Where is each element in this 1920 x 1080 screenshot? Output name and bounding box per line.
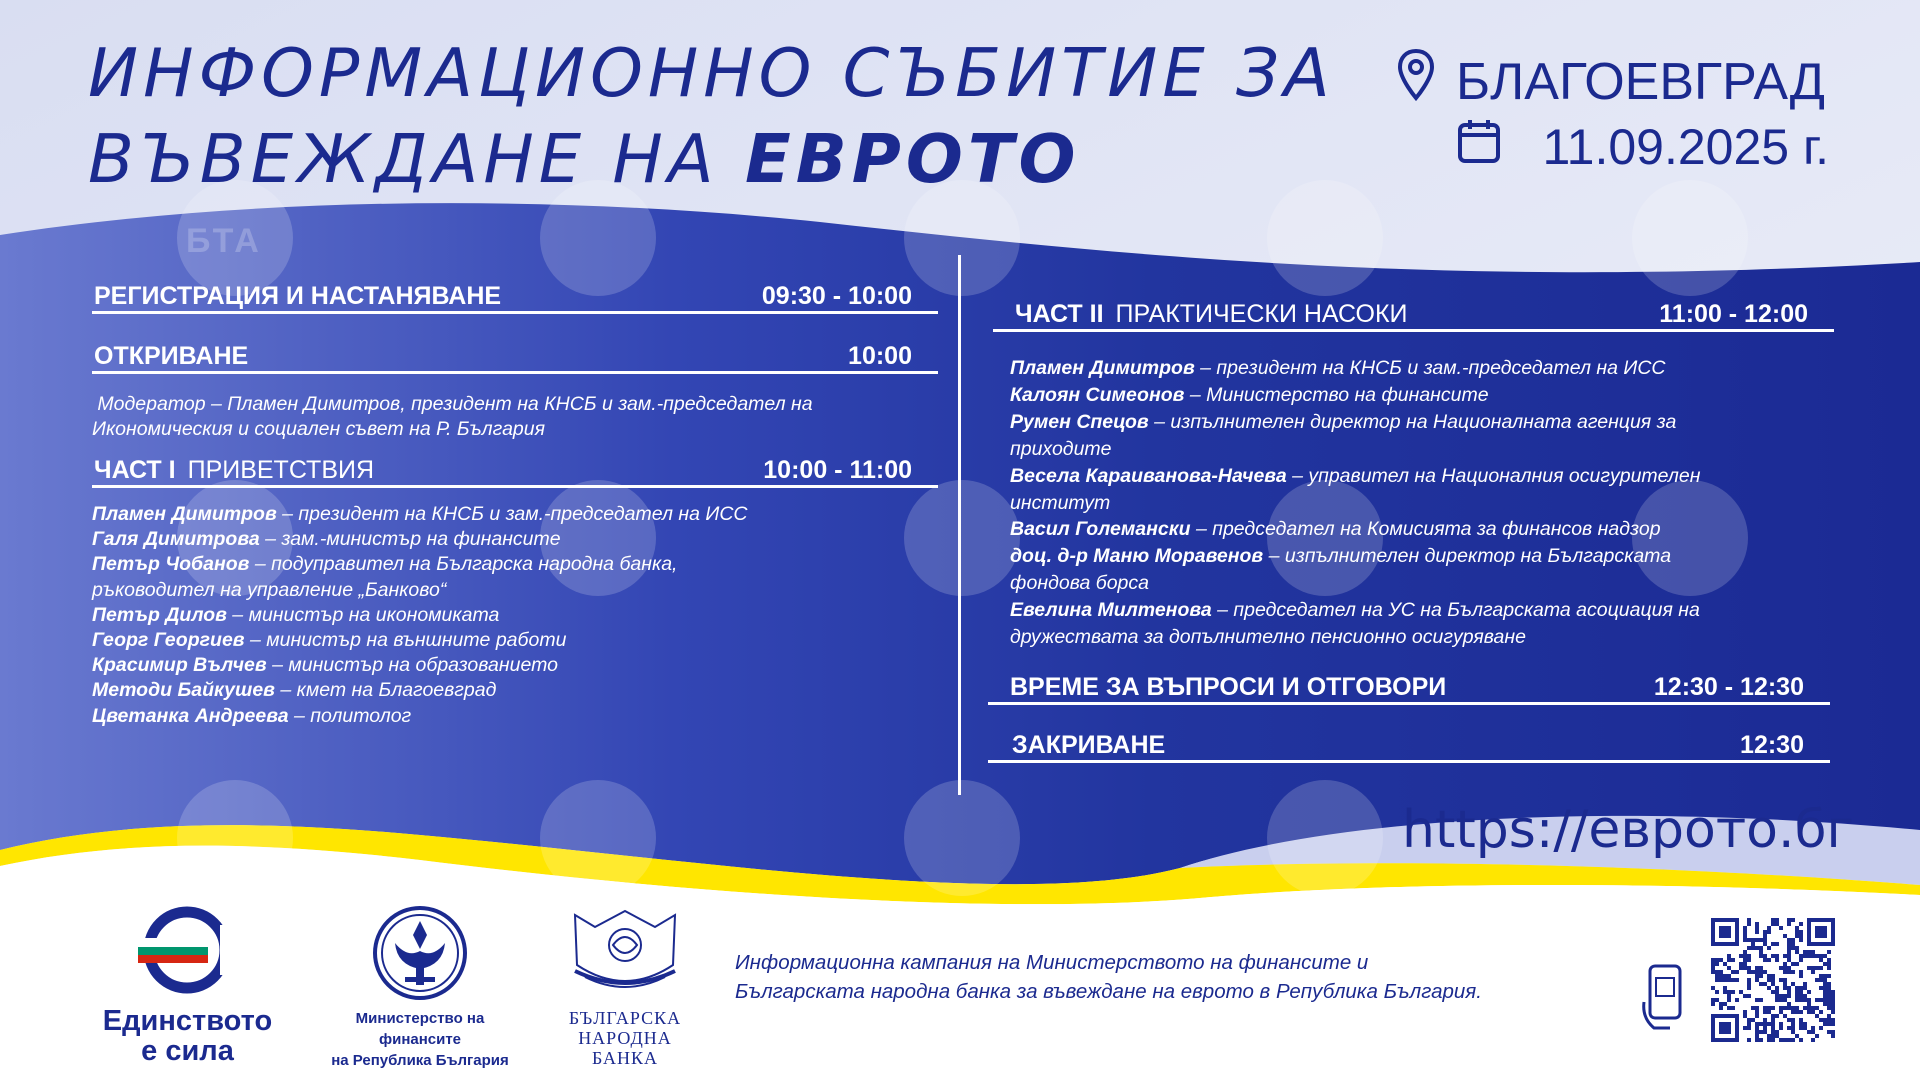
speaker-line — [1010, 463, 1840, 490]
phone-scan-icon — [1640, 962, 1694, 1037]
part1-label: ЧАСТ I — [94, 456, 176, 484]
speaker-name: Васил Големански — [1010, 518, 1191, 541]
speaker-line — [1010, 570, 1840, 597]
speaker-name: Красимир Вълчев — [92, 654, 267, 677]
speaker-role: – изпълнителен директор на Българската — [1263, 545, 1672, 568]
speaker-role: приходите — [1010, 437, 1112, 460]
part2-time: 11:00 - 12:00 — [1659, 300, 1808, 328]
speaker-name: Калоян Симеонов — [1010, 383, 1185, 406]
speaker-role: – министър на образованието — [266, 654, 558, 677]
logo3-line1: БЪЛГАРСКА — [568, 1008, 682, 1028]
speaker-name: Евелина Милтенова — [1010, 599, 1212, 622]
website-link[interactable]: https://еврото.бг — [1402, 800, 1854, 860]
logo3-line2: НАРОДНА БАНКА — [578, 1028, 672, 1068]
qa-label: ВРЕМЕ ЗА ВЪПРОСИ И ОТГОВОРИ — [1010, 673, 1447, 701]
logo1-line2: е сила — [141, 1035, 234, 1067]
watermark-label: БТА — [186, 222, 262, 260]
speaker-role: дружествата за допълнително пенсионно осигуряване — [1010, 626, 1526, 649]
speaker-line — [92, 527, 932, 552]
speaker-name: доц. д-р Маню Моравенов — [1010, 545, 1264, 568]
moderator-text — [92, 392, 813, 442]
qa-row — [988, 660, 1830, 705]
speaker-line — [1010, 624, 1840, 651]
logo1-line1: Единството — [102, 1005, 273, 1037]
speaker-role: – кмет на Благоевград — [274, 679, 497, 702]
opening-label: ОТКРИВАНЕ — [94, 342, 249, 370]
euro-logo-icon — [80, 905, 295, 1001]
speaker-role: – министър на външните работи — [244, 629, 567, 652]
speaker-role: – управител на Националния осигурителен — [1286, 464, 1701, 487]
registration-label: РЕГИСТРАЦИЯ И НАСТАНЯВАНЕ — [94, 282, 502, 310]
speaker-role: – президент на КНСБ и зам.-председател на ИСС — [1194, 357, 1666, 379]
speaker-role: институт — [1010, 491, 1111, 514]
speaker-role: – министър на икономиката — [226, 603, 500, 626]
speaker-name: Весела Караиванова-Начева — [1010, 464, 1287, 487]
location-text: БЛАГОЕВГРАД — [1456, 52, 1825, 111]
part1-row — [92, 446, 938, 488]
logo2-line2: на Република България — [331, 1052, 509, 1069]
map-pin-icon — [1396, 48, 1436, 115]
part2-sub: ПРАКТИЧЕСКИ НАСОКИ — [1115, 300, 1408, 328]
part1-time: 10:00 - 11:00 — [763, 456, 912, 484]
speaker-line — [1010, 355, 1840, 382]
speaker-line — [1010, 543, 1840, 570]
date-text: 11.09.2025 г. — [1542, 119, 1829, 175]
opening-time: 10:00 — [848, 342, 912, 370]
registration-time: 09:30 - 10:00 — [761, 282, 912, 310]
speaker-name: Методи Байкушев — [92, 679, 275, 702]
calendar-icon — [1457, 118, 1501, 176]
speaker-line — [1010, 382, 1840, 409]
campaign-line2: Българската народна банка за въвеждане на еврото в Република България. — [735, 980, 1482, 1003]
title-line2-prefix: ВЪВЕЖДАНЕ НА — [88, 120, 719, 198]
speaker-role: – президент на КНСБ и зам.-председател на ИСС — [276, 503, 748, 525]
speaker-name: Галя Димитрова — [92, 528, 260, 551]
speaker-line — [92, 678, 932, 703]
speaker-line — [1010, 516, 1840, 543]
speaker-role: – председател на УС на Българската асоциация на — [1211, 599, 1700, 622]
speaker-role: – политолог — [288, 704, 412, 727]
bnb-emblem-icon — [545, 905, 705, 1003]
speaker-line — [1010, 597, 1840, 624]
speaker-name: Цветанка Андреева — [92, 704, 289, 727]
speaker-line — [1010, 436, 1840, 463]
ministry-emblem-icon — [315, 903, 525, 1003]
speaker-line — [92, 628, 932, 653]
speaker-role: – зам.-министър на финансите — [259, 528, 561, 551]
speaker-name: Петър Дилов — [92, 603, 227, 626]
logo2-line1: Министерство на финансите — [355, 1010, 485, 1048]
qr-code-icon[interactable] — [1711, 918, 1835, 1047]
speaker-role: – председател на Комисията за финансов надзор — [1190, 518, 1661, 541]
part2-row — [993, 292, 1834, 332]
speaker-role: ръководител на управление „Банково“ — [92, 578, 447, 601]
part1-speakers — [92, 502, 932, 729]
speaker-name: Георг Георгиев — [92, 629, 245, 652]
logo-unity — [80, 905, 295, 1067]
speaker-name: Петър Чобанов — [92, 553, 250, 576]
title-line1: ИНФОРМАЦИОННО СЪБИТИЕ ЗА — [88, 34, 1335, 112]
part2-speakers — [1010, 355, 1840, 651]
speaker-line — [92, 704, 932, 729]
speaker-line — [92, 603, 932, 628]
speaker-role: фондова борса — [1010, 572, 1149, 595]
campaign-text — [735, 948, 1482, 1006]
speaker-line — [92, 578, 932, 603]
qa-time: 12:30 - 12:30 — [1653, 673, 1804, 701]
event-date — [1457, 118, 1829, 176]
speaker-name: Пламен Димитров — [92, 503, 277, 525]
moderator-line2: Икономическия и социален съвет на Р. България — [92, 418, 546, 441]
speaker-role: – Министерство на финансите — [1184, 383, 1489, 406]
title-line2-bold: ЕВРОТО — [744, 120, 1081, 198]
speaker-line — [92, 502, 932, 527]
page-title — [88, 30, 1335, 202]
campaign-line1: Информационна кампания на Министерството на финансите и — [735, 951, 1369, 974]
logo-bnb — [545, 905, 705, 1068]
closing-time: 12:30 — [1740, 731, 1804, 759]
part1-sub: ПРИВЕТСТВИЯ — [187, 456, 375, 484]
closing-label: ЗАКРИВАНЕ — [1012, 731, 1166, 759]
logo-ministry — [315, 903, 525, 1069]
speaker-line — [1010, 409, 1840, 436]
speaker-line — [92, 653, 932, 678]
speaker-name: Пламен Димитров — [1010, 357, 1195, 379]
closing-row — [988, 718, 1830, 763]
event-location — [1396, 48, 1825, 115]
opening-row — [92, 332, 938, 374]
speaker-name: Румен Спецов — [1010, 410, 1149, 433]
speaker-line — [1010, 490, 1840, 517]
registration-row — [92, 272, 938, 314]
part2-label: ЧАСТ II — [1015, 300, 1104, 328]
speaker-role: – изпълнителен директор на Националната агенция за — [1148, 410, 1677, 433]
speaker-role: – подуправител на Българска народна банка, — [249, 553, 678, 576]
column-divider — [958, 255, 961, 795]
moderator-line1: Модератор – Пламен Димитров, президент на КНСБ и зам.-председател на — [92, 393, 813, 415]
speaker-line — [92, 552, 932, 577]
